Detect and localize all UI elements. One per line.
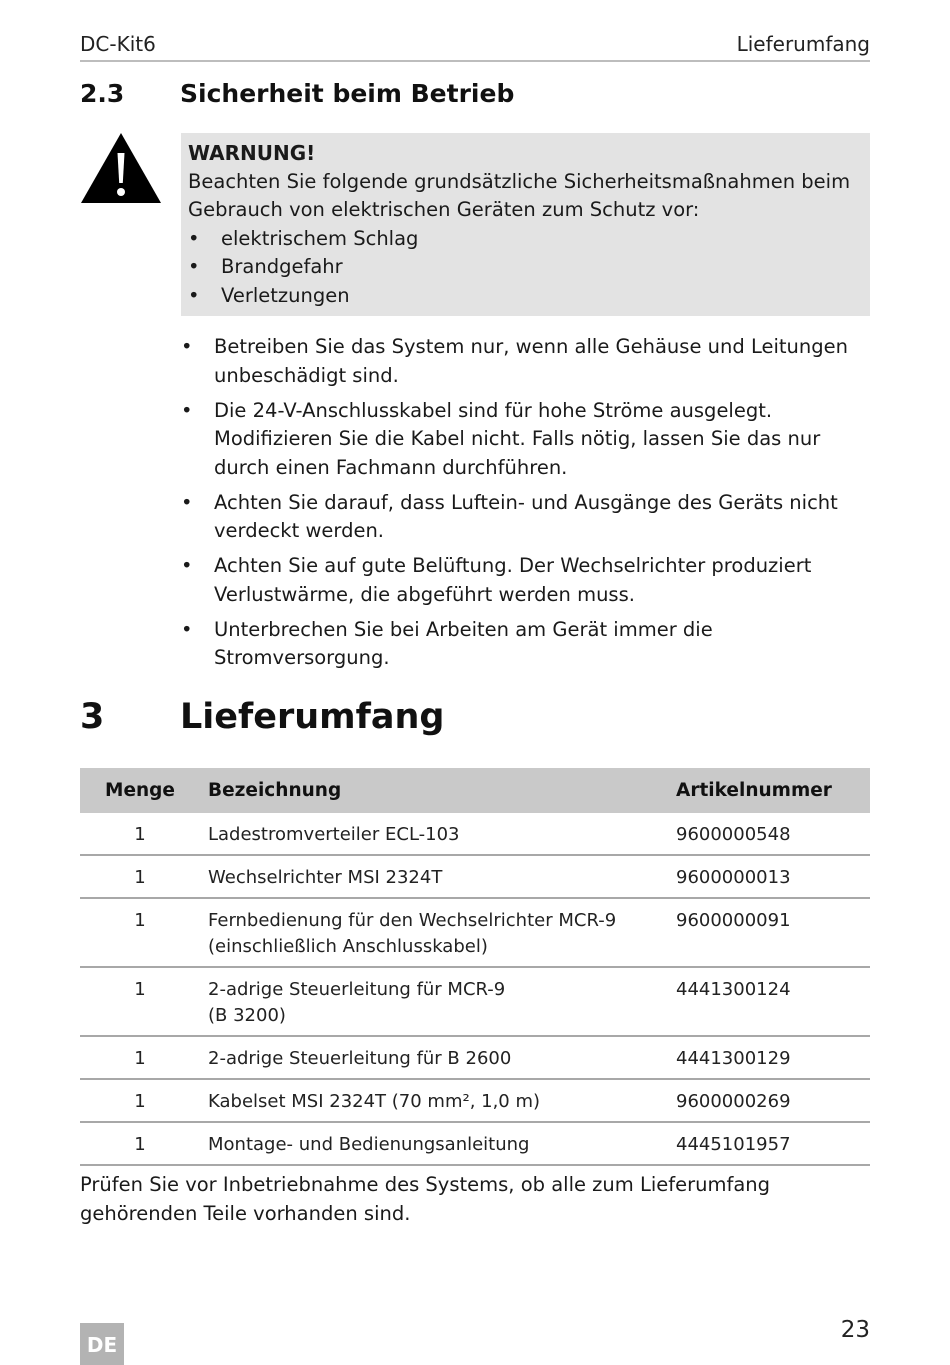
header-section-title: Lieferumfang: [736, 32, 870, 56]
warning-triangle-icon: [80, 131, 162, 205]
cell-description: [200, 855, 668, 898]
table-row: [80, 1122, 870, 1165]
safety-bullet-list: [181, 333, 881, 679]
chapter-title: Lieferumfang: [180, 697, 445, 737]
description-line: Fernbedienung für den Wechselrichter MCR-9: [208, 910, 617, 931]
warning-item: • Verletzungen: [188, 282, 870, 311]
column-header-quantity: Menge: [80, 768, 200, 813]
cell-quantity: 1: [80, 898, 200, 967]
column-header-description: Bezeichnung: [200, 768, 668, 813]
delivery-check-note: Prüfen Sie vor Inbetriebnahme des Systems, ob alle zum Lieferumfang gehörenden Teile vorhanden sind.: [80, 1173, 771, 1225]
cell-quantity: 1: [80, 855, 200, 898]
scope-of-delivery-table: [80, 768, 870, 1166]
table-row: [80, 855, 870, 898]
table-row: [80, 813, 870, 855]
safety-bullet: • Die 24-V-Anschlusskabel sind für hohe Ströme ausgelegt. Modifizieren Sie die Kabel nicht. Falls nötig, lassen Sie das nur durch einen Fachmann durchführen.: [181, 397, 881, 483]
description-line-2: (B 3200): [208, 1005, 286, 1026]
section-number: 2.3: [80, 79, 125, 108]
description-line: 2-adrige Steuerleitung für B 2600: [208, 1048, 512, 1069]
column-header-article-number: Artikelnummer: [668, 768, 870, 813]
cell-description: [200, 813, 668, 855]
cell-quantity: 1: [80, 813, 200, 855]
table-row: [80, 898, 870, 967]
warning-text: Beachten Sie folgende grundsätzliche Sicherheitsmaßnahmen beim Gebrauch von elektrischen Geräten zum Schutz vor:: [188, 169, 851, 221]
chapter-number: 3: [80, 697, 105, 737]
cell-quantity: 1: [80, 1122, 200, 1165]
cell-quantity: 1: [80, 967, 200, 1036]
cell-article-number: 9600000548: [668, 813, 870, 855]
cell-description: [200, 1079, 668, 1122]
cell-description: [200, 1036, 668, 1079]
warning-box: [181, 133, 870, 316]
page-number: 23: [840, 1317, 870, 1343]
description-line: Wechselrichter MSI 2324T: [208, 867, 443, 888]
cell-description: [200, 898, 668, 967]
description-line-2: (einschließlich Anschlusskabel): [208, 936, 488, 957]
cell-article-number: 9600000269: [668, 1079, 870, 1122]
table-row: [80, 1036, 870, 1079]
cell-article-number: 4445101957: [668, 1122, 870, 1165]
safety-bullet: • Achten Sie auf gute Belüftung. Der Wechselrichter produziert Verlustwärme, die abgeführt werden muss.: [181, 552, 881, 609]
table-row: [80, 967, 870, 1036]
description-line: Kabelset MSI 2324T (70 mm², 1,0 m): [208, 1091, 541, 1112]
section-title: Sicherheit beim Betrieb: [180, 79, 515, 108]
language-badge: DE: [80, 1323, 124, 1365]
description-line: Ladestromverteiler ECL-103: [208, 824, 460, 845]
cell-quantity: 1: [80, 1079, 200, 1122]
warning-item: • Brandgefahr: [188, 253, 870, 282]
cell-article-number: 9600000091: [668, 898, 870, 967]
description-line: Montage- und Bedienungsanleitung: [208, 1134, 530, 1155]
warning-title: WARNUNG!: [188, 141, 316, 165]
warning-item: • elektrischem Schlag: [188, 225, 870, 254]
table-header-row: [80, 768, 870, 813]
warning-list: [188, 225, 870, 311]
cell-description: [200, 967, 668, 1036]
cell-article-number: 4441300129: [668, 1036, 870, 1079]
safety-bullet: • Achten Sie darauf, dass Luftein- und Ausgänge des Geräts nicht verdeckt werden.: [181, 489, 881, 546]
table-row: [80, 1079, 870, 1122]
header-doc-title: DC-Kit6: [80, 32, 156, 56]
safety-bullet: • Betreiben Sie das System nur, wenn alle Gehäuse und Leitungen unbeschädigt sind.: [181, 333, 881, 390]
description-line: 2-adrige Steuerleitung für MCR-9: [208, 979, 506, 1000]
safety-bullet: • Unterbrechen Sie bei Arbeiten am Gerät immer die Stromversorgung.: [181, 616, 881, 673]
cell-quantity: 1: [80, 1036, 200, 1079]
cell-article-number: 9600000013: [668, 855, 870, 898]
cell-article-number: 4441300124: [668, 967, 870, 1036]
cell-description: [200, 1122, 668, 1165]
page-header: [80, 30, 870, 62]
